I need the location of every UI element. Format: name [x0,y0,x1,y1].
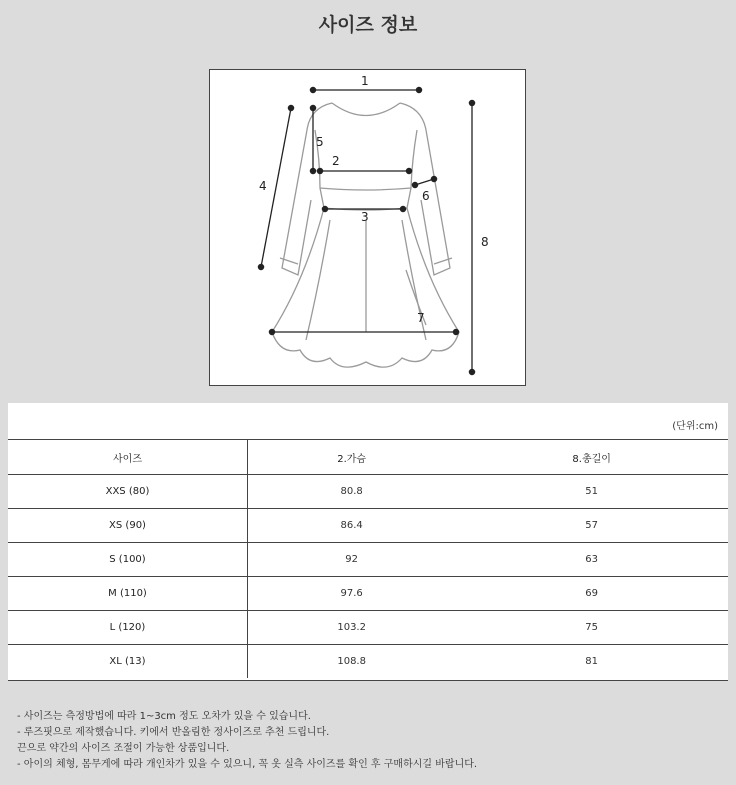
size-diagram [209,69,526,386]
length-cell: 69 [455,577,728,611]
table-header-row [8,440,728,475]
diagram-label-8: 8 [481,235,489,249]
page-title: 사이즈 정보 [318,14,418,36]
header-chest: 2.가슴 [248,440,456,475]
chest-cell: 103.2 [248,611,456,645]
diagram-label-6: 6 [422,189,430,203]
header-length: 8.총길이 [455,440,728,475]
diagram-label-2: 2 [332,154,340,168]
chest-cell: 80.8 [248,475,456,509]
length-cell: 63 [455,543,728,577]
size-cell: XXS (80) [8,475,248,509]
notes-section [17,709,477,773]
note-line: - 아이의 체형, 몸무게에 따라 개인차가 있을 수 있으니, 꼭 옷 실측 사이즈를 확인 후 구매하시길 바랍니다. [17,759,478,770]
table-row [8,577,728,611]
chest-cell: 97.6 [248,577,456,611]
diagram-label-5: 5 [316,135,324,149]
size-cell: S (100) [8,543,248,577]
length-cell: 57 [455,509,728,543]
size-cell: XS (90) [8,509,248,543]
length-cell: 81 [455,645,728,679]
diagram-label-7: 7 [417,311,425,325]
table-row [8,611,728,645]
table-row [8,509,728,543]
size-cell: XL (13) [8,645,248,679]
chest-cell: 86.4 [248,509,456,543]
note-line: - 루즈핏으로 제작했습니다. 키에서 반올림한 정사이즈로 추천 드립니다. [17,727,330,738]
table-row [8,475,728,509]
diagram-label-3: 3 [361,210,369,224]
size-table [8,439,728,678]
table-row [8,543,728,577]
diagram-label-4: 4 [259,179,267,193]
chest-cell: 92 [248,543,456,577]
length-cell: 51 [455,475,728,509]
unit-label: (단위:cm) [672,421,718,432]
table-row [8,645,728,679]
note-line: 끈으로 약간의 사이즈 조절이 가능한 상품입니다. [17,743,230,754]
length-cell: 75 [455,611,728,645]
note-line: - 사이즈는 측정방법에 따라 1~3cm 정도 오차가 있을 수 있습니다. [17,711,311,722]
dress-illustration [210,70,525,385]
size-table-section [8,403,728,681]
size-cell: L (120) [8,611,248,645]
chest-cell: 108.8 [248,645,456,679]
diagram-label-1: 1 [361,74,369,88]
header-size: 사이즈 [8,440,248,475]
size-cell: M (110) [8,577,248,611]
